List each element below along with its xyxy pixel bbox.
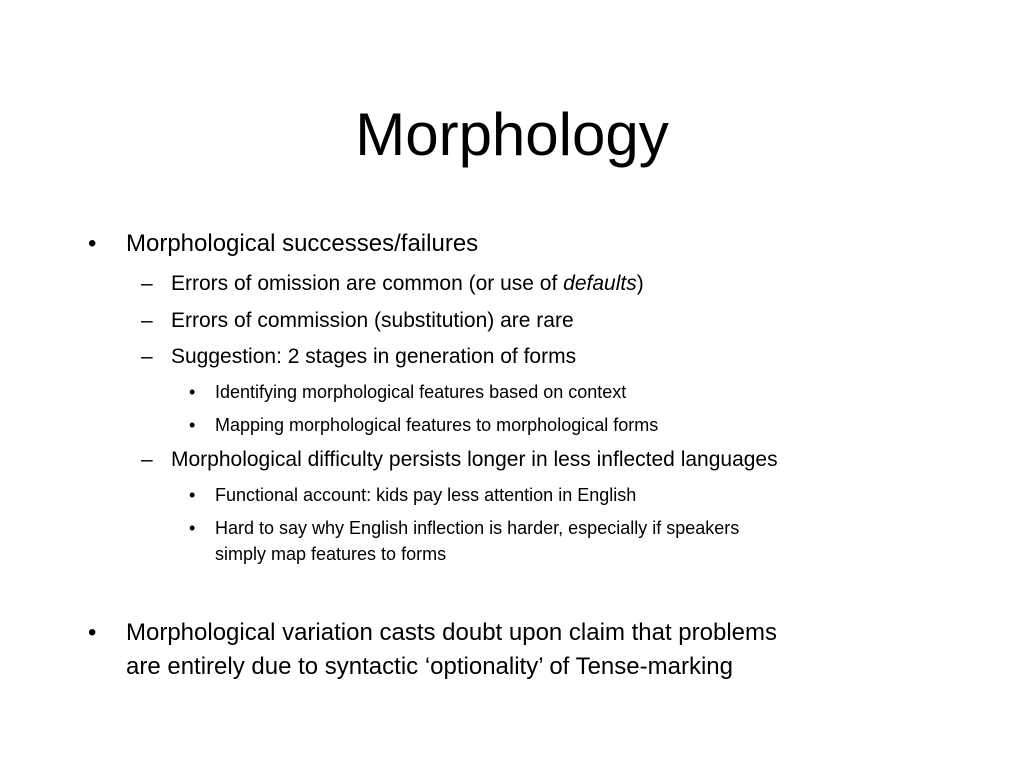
sub-sub-bullet-text: Identifying morphological features based on context bbox=[215, 382, 627, 402]
bullet-marker: • bbox=[189, 485, 196, 505]
dash-marker: – bbox=[141, 345, 153, 368]
sub-sub-bullet-text: Hard to say why English inflection is harder, especially if speakers bbox=[215, 518, 740, 538]
sub-sub-bullet-text: Mapping morphological features to morphological forms bbox=[215, 415, 659, 435]
bullet-marker: • bbox=[189, 415, 196, 435]
bullet-marker: • bbox=[88, 619, 97, 646]
bullet-marker: • bbox=[189, 382, 196, 402]
emphasis-text: defaults bbox=[563, 272, 637, 295]
dash-marker: – bbox=[141, 309, 153, 332]
bullet-text: are entirely due to syntactic ‘optionality’ of Tense-marking bbox=[126, 653, 733, 680]
sub-sub-bullet-text: Functional account: kids pay less attention in English bbox=[215, 485, 637, 505]
dash-marker: – bbox=[141, 448, 153, 471]
slide-title: Morphology bbox=[355, 101, 669, 168]
sub-bullet-text: Errors of commission (substitution) are rare bbox=[171, 309, 574, 332]
bullet-text: Morphological successes/failures bbox=[126, 230, 479, 257]
bullet-marker: • bbox=[88, 230, 97, 257]
sub-bullet-text: Errors of omission are common (or use of defaults) bbox=[171, 272, 644, 295]
bullet-marker: • bbox=[189, 518, 196, 538]
sub-bullet-text: Morphological difficulty persists longer in less inflected languages bbox=[171, 448, 778, 471]
dash-marker: – bbox=[141, 272, 153, 295]
sub-bullet-text: Suggestion: 2 stages in generation of forms bbox=[171, 345, 577, 368]
sub-sub-bullet-text: simply map features to forms bbox=[215, 544, 447, 564]
bullet-text: Morphological variation casts doubt upon claim that problems bbox=[126, 619, 778, 646]
